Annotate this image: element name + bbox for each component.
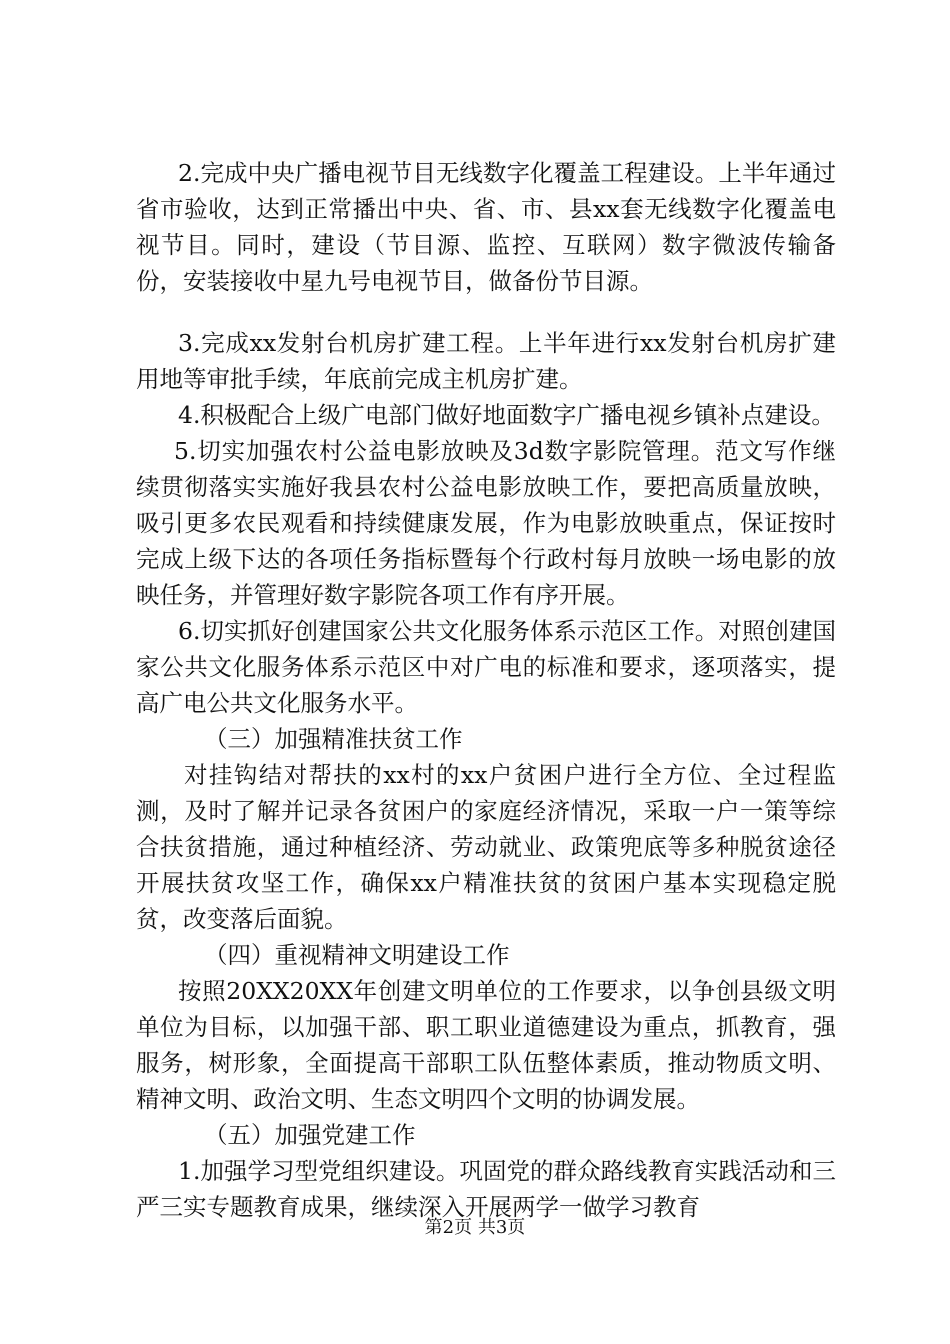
paragraph-party-building: 1.加强学习型党组织建设。巩固党的群众路线教育实践活动和三严三实专题教育成果，继续深入开展两学一做学习教育 [136,1157,836,1221]
paragraph-spacer [136,299,836,325]
paragraph-transmitter-expansion: 3.完成xx发射台机房扩建工程。上半年进行xx发射台机房扩建用地等审批手续，年底前完成主机房扩建。 [136,329,836,393]
page-number-footer: 第2页 共3页 [424,1217,526,1238]
paragraph-public-culture: 6.切实抓好创建国家公共文化服务体系示范区工作。对照创建国家公共文化服务体系示范区中对广电的标准和要求，逐项落实，提高广电公共文化服务水平。 [136,617,836,717]
heading-poverty-alleviation: （三）加强精准扶贫工作 [204,725,463,753]
paragraph-poverty-alleviation: 对挂钩结对帮扶的xx村的xx户贫困户进行全方位、全过程监测，及时了解并记录各贫困户的家庭经济情况，采取一户一策等综合扶贫措施，通过种植经济、劳动就业、政策兜底等多种脱贫途径开展扶贫攻坚工作，确保xx户精准扶贫的贫困户基本实现稳定脱贫，改变落后面貌。 [136,761,836,933]
paragraph-spiritual-civilization: 按照20XX20XX年创建文明单位的工作要求，以争创县级文明单位为目标，以加强干部、职工职业道德建设为重点，抓教育，强服务，树形象，全面提高干部职工队伍整体素质，推动物质文明、精神文明、政治文明、生态文明四个文明的协调发展。 [136,977,836,1113]
document-body [136,155,836,1225]
heading-party-building: （五）加强党建工作 [204,1121,416,1149]
paragraph-digital-supplement: 4.积极配合上级广电部门做好地面数字广播电视乡镇补点建设。 [178,401,835,429]
paragraph-broadcast-coverage: 2.完成中央广播电视节目无线数字化覆盖工程建设。上半年通过省市验收，达到正常播出中央、省、市、县xx套无线数字化覆盖电视节目。同时，建设（节目源、监控、互联网）数字微波传输备份，安装接收中星九号电视节目，做备份节目源。 [136,159,836,295]
paragraph-rural-film: 5.切实加强农村公益电影放映及3d数字影院管理。范文写作继续贯彻落实实施好我县农村公益电影放映工作，要把高质量放映，吸引更多农民观看和持续健康发展，作为电影放映重点，保证按时完成上级下达的各项任务指标暨每个行政村每月放映一场电影的放映任务，并管理好数字影院各项工作有序开展。 [136,437,836,609]
heading-spiritual-civilization: （四）重视精神文明建设工作 [204,941,510,969]
